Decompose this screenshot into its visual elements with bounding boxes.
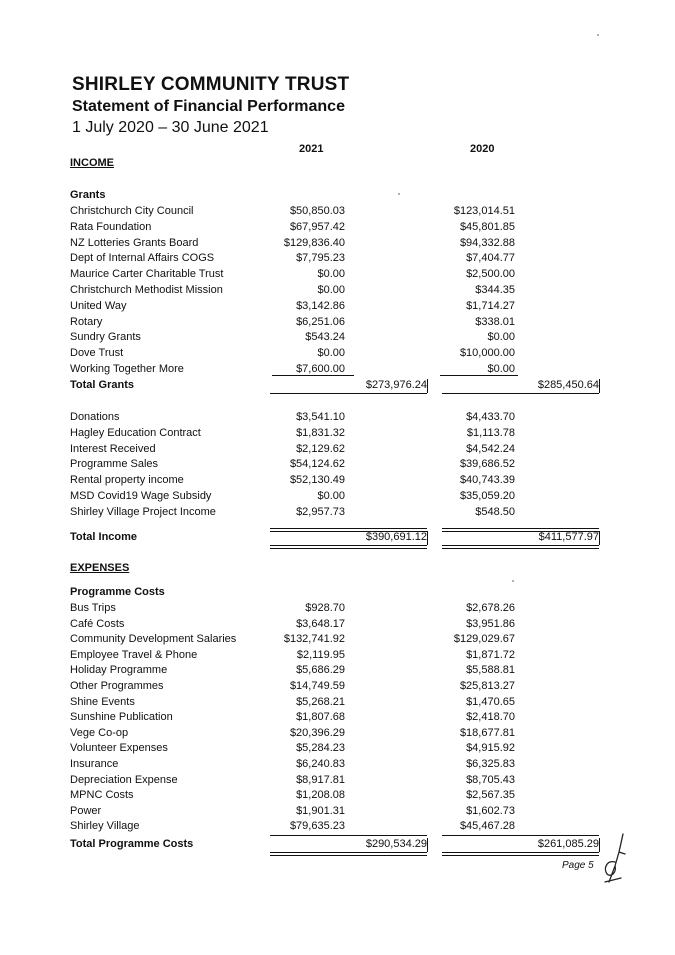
line-item-row — [0, 758, 675, 774]
line-item-2020: $7,404.77 — [466, 252, 515, 265]
line-item-2020: $344.35 — [475, 284, 515, 296]
page-number: Page 5 — [562, 860, 594, 871]
line-item-2020: $2,500.00 — [466, 268, 515, 281]
line-item-row — [0, 427, 675, 443]
line-item-row — [0, 602, 675, 618]
line-item-2020: $2,567.35 — [466, 789, 515, 802]
line-item-label: Shine Events — [70, 695, 135, 708]
reporting-period: 1 July 2020 – 30 June 2021 — [72, 119, 269, 136]
line-item-2020: $1,602.73 — [466, 804, 515, 817]
total-income-label: Total Income — [70, 531, 138, 543]
line-item-2020: $35,059.20 — [459, 490, 515, 502]
total-income-2020: $411,577.97 — [538, 531, 599, 543]
line-item-2020: $6,325.83 — [466, 758, 515, 770]
line-item-2021: $6,240.83 — [296, 758, 345, 770]
line-item-2021: $14,749.59 — [289, 680, 345, 692]
line-item-2020: $1,113.78 — [466, 426, 515, 439]
total-grants-2021: $273,976.24 — [365, 379, 427, 391]
line-item-label: Community Development Salaries — [70, 633, 237, 646]
scan-speck — [597, 34, 599, 36]
total-programme-box-edge-2021 — [427, 838, 428, 852]
line-item-2020: $45,801.85 — [459, 220, 515, 233]
line-item-2020: $0.00 — [487, 363, 515, 375]
line-item-label: Depreciation Expense — [70, 773, 178, 786]
line-item-2021: $7,795.23 — [296, 252, 345, 265]
line-item-2021: $20,396.29 — [289, 726, 345, 739]
line-item-2021: $5,686.29 — [296, 664, 345, 677]
line-item-label: Holiday Programme — [70, 664, 168, 677]
line-item-label: Working Together More — [70, 363, 184, 375]
line-item-label: Other Programmes — [70, 680, 164, 692]
line-item-2021: $6,251.06 — [296, 315, 345, 328]
line-item-label: United Way — [70, 299, 127, 312]
line-item-label: Dove Trust — [70, 347, 124, 360]
line-item-2020: $123,014.51 — [453, 205, 515, 217]
line-item-2021: $8,917.81 — [296, 773, 345, 786]
line-item-2020: $2,418.70 — [466, 711, 515, 724]
total-programme-2021: $290,534.29 — [365, 838, 427, 850]
line-item-2021: $129,836.40 — [283, 236, 345, 249]
line-item-2021: $543.24 — [305, 331, 345, 344]
line-item-row — [0, 237, 675, 253]
line-item-2020: $4,542.24 — [466, 442, 515, 455]
line-item-row — [0, 284, 675, 300]
line-item-2021: $2,129.62 — [296, 442, 345, 455]
line-item-label: Employee Travel & Phone — [70, 648, 198, 661]
total-grants-underline-2020 — [442, 393, 599, 394]
line-item-row — [0, 363, 675, 379]
line-item-2021: $0.00 — [317, 347, 345, 360]
total-income-underline-2020 — [442, 545, 599, 549]
line-item-label: Dept of Internal Affairs COGS — [70, 252, 215, 265]
line-item-2020: $338.01 — [475, 315, 515, 328]
line-item-label: MSD Covid19 Wage Subsidy — [70, 490, 212, 502]
total-grants-box-edge-2021 — [427, 379, 428, 393]
line-item-2021: $5,268.21 — [296, 695, 345, 708]
line-item-2021: $52,130.49 — [289, 474, 345, 487]
total-income-box-edge-2020 — [599, 531, 600, 545]
line-item-row — [0, 664, 675, 680]
line-item-row — [0, 252, 675, 268]
line-item-row — [0, 443, 675, 459]
line-item-2020: $39,686.52 — [459, 458, 515, 471]
organisation-name: SHIRLEY COMMUNITY TRUST — [72, 74, 350, 95]
line-item-label: Rotary — [70, 315, 103, 328]
line-item-2020: $1,470.65 — [466, 695, 515, 708]
line-item-2021: $2,119.95 — [296, 648, 345, 661]
total-programme-underline-2021 — [270, 852, 427, 856]
line-item-2021: $3,541.10 — [296, 411, 345, 423]
line-item-row — [0, 820, 675, 836]
line-item-row — [0, 742, 675, 758]
subtotal-rule-2020 — [440, 375, 518, 376]
line-item-row — [0, 633, 675, 649]
line-item-2020: $129,029.67 — [453, 633, 515, 646]
total-grants-2020: $285,450.64 — [537, 379, 599, 391]
line-item-label: Rental property income — [70, 474, 184, 487]
scan-speck — [398, 193, 400, 195]
line-item-2020: $0.00 — [487, 331, 515, 344]
line-item-label: Hagley Education Contract — [70, 426, 201, 439]
statement-title: Statement of Financial Performance — [72, 98, 345, 115]
income-heading: INCOME — [70, 157, 114, 169]
line-item-row — [0, 789, 675, 805]
line-item-2021: $67,957.42 — [289, 220, 345, 233]
line-item-row — [0, 347, 675, 363]
line-item-2021: $1,807.68 — [296, 711, 345, 724]
line-item-label: Sundry Grants — [70, 331, 141, 344]
total-programme-label: Total Programme Costs — [70, 838, 194, 850]
line-item-row — [0, 649, 675, 665]
total-income-box-edge-2021 — [427, 531, 428, 545]
total-programme-rule-2020 — [442, 835, 599, 836]
line-item-2020: $18,677.81 — [459, 726, 515, 739]
line-item-row — [0, 268, 675, 284]
line-item-row — [0, 506, 675, 522]
programme-costs-heading: Programme Costs — [70, 586, 165, 598]
subtotal-rule-2021 — [272, 375, 354, 376]
line-item-row — [0, 316, 675, 332]
line-item-2021: $7,600.00 — [296, 363, 345, 375]
line-item-label: Café Costs — [70, 617, 125, 630]
line-item-2021: $3,142.86 — [296, 299, 345, 312]
scan-speck — [512, 580, 514, 582]
line-item-2020: $4,433.70 — [466, 411, 515, 423]
line-item-label: Christchurch City Council — [70, 205, 194, 217]
line-item-2020: $10,000.00 — [459, 347, 515, 360]
total-programme-underline-2020 — [442, 852, 599, 856]
line-item-2020: $3,951.86 — [466, 617, 515, 630]
line-item-row — [0, 458, 675, 474]
line-item-2021: $2,957.73 — [296, 505, 345, 518]
total-programme-2020: $261,085.29 — [537, 838, 599, 850]
line-item-2021: $3,648.17 — [296, 617, 345, 630]
total-grants-box-edge-2020 — [599, 379, 600, 393]
line-item-2020: $94,332.88 — [459, 236, 515, 249]
line-item-label: NZ Lotteries Grants Board — [70, 236, 199, 249]
line-item-row — [0, 205, 675, 221]
line-item-label: Christchurch Methodist Mission — [70, 284, 223, 296]
line-item-label: Interest Received — [70, 442, 156, 455]
line-item-2020: $4,915.92 — [466, 742, 515, 755]
line-item-row — [0, 221, 675, 237]
line-item-2020: $2,678.26 — [466, 602, 515, 614]
line-item-2020: $5,588.81 — [466, 664, 515, 677]
line-item-row — [0, 774, 675, 790]
line-item-2021: $5,284.23 — [296, 742, 345, 755]
line-item-row — [0, 490, 675, 506]
line-item-row — [0, 696, 675, 712]
line-item-label: Sunshine Publication — [70, 711, 173, 724]
line-item-2020: $1,714.27 — [466, 299, 515, 312]
line-item-row — [0, 331, 675, 347]
total-programme-rule-2021 — [270, 835, 427, 836]
line-item-2020: $548.50 — [475, 505, 515, 518]
line-item-2020: $1,871.72 — [466, 648, 515, 661]
line-item-2021: $54,124.62 — [289, 458, 345, 471]
column-header-2020: 2020 — [470, 143, 495, 155]
total-grants-label: Total Grants — [70, 379, 134, 391]
line-item-2021: $1,831.32 — [296, 426, 345, 439]
line-item-2021: $79,635.23 — [289, 820, 345, 833]
total-grants-underline-2021 — [270, 393, 427, 394]
line-item-2020: $25,813.27 — [459, 680, 515, 692]
line-item-label: Shirley Village Project Income — [70, 505, 216, 518]
line-item-2020: $45,467.28 — [459, 820, 515, 833]
line-item-row — [0, 680, 675, 696]
line-item-label: Shirley Village — [70, 820, 140, 833]
line-item-label: Programme Sales — [70, 458, 159, 471]
line-item-2021: $50,850.03 — [289, 205, 345, 217]
line-item-label: Power — [70, 804, 102, 817]
line-item-row — [0, 727, 675, 743]
line-item-row — [0, 474, 675, 490]
line-item-2021: $0.00 — [317, 284, 345, 296]
line-item-2021: $0.00 — [317, 490, 345, 502]
signature-mark — [595, 832, 631, 888]
column-header-2021: 2021 — [299, 143, 324, 155]
total-income-2021: $390,691.12 — [365, 531, 427, 543]
line-item-label: Insurance — [70, 758, 119, 770]
expenses-heading: EXPENSES — [70, 562, 130, 574]
line-item-label: Vege Co-op — [70, 726, 129, 739]
line-item-2021: $1,208.08 — [296, 789, 345, 802]
line-item-2021: $928.70 — [305, 602, 345, 614]
line-item-row — [0, 805, 675, 821]
total-income-underline-2021 — [270, 545, 427, 549]
line-item-row — [0, 711, 675, 727]
line-item-label: Volunteer Expenses — [70, 742, 168, 755]
line-item-row — [0, 411, 675, 427]
line-item-label: Bus Trips — [70, 602, 116, 614]
line-item-label: Maurice Carter Charitable Trust — [70, 268, 224, 281]
line-item-2021: $132,741.92 — [283, 633, 345, 646]
line-item-label: Rata Foundation — [70, 220, 152, 233]
line-item-2021: $0.00 — [317, 268, 345, 281]
line-item-label: MPNC Costs — [70, 789, 134, 802]
line-item-row — [0, 300, 675, 316]
line-item-label: Donations — [70, 411, 120, 423]
line-item-2020: $40,743.39 — [459, 474, 515, 487]
line-item-2021: $1,901.31 — [296, 804, 345, 817]
grants-heading: Grants — [70, 189, 106, 201]
line-item-2020: $8,705.43 — [466, 773, 515, 786]
line-item-row — [0, 618, 675, 634]
